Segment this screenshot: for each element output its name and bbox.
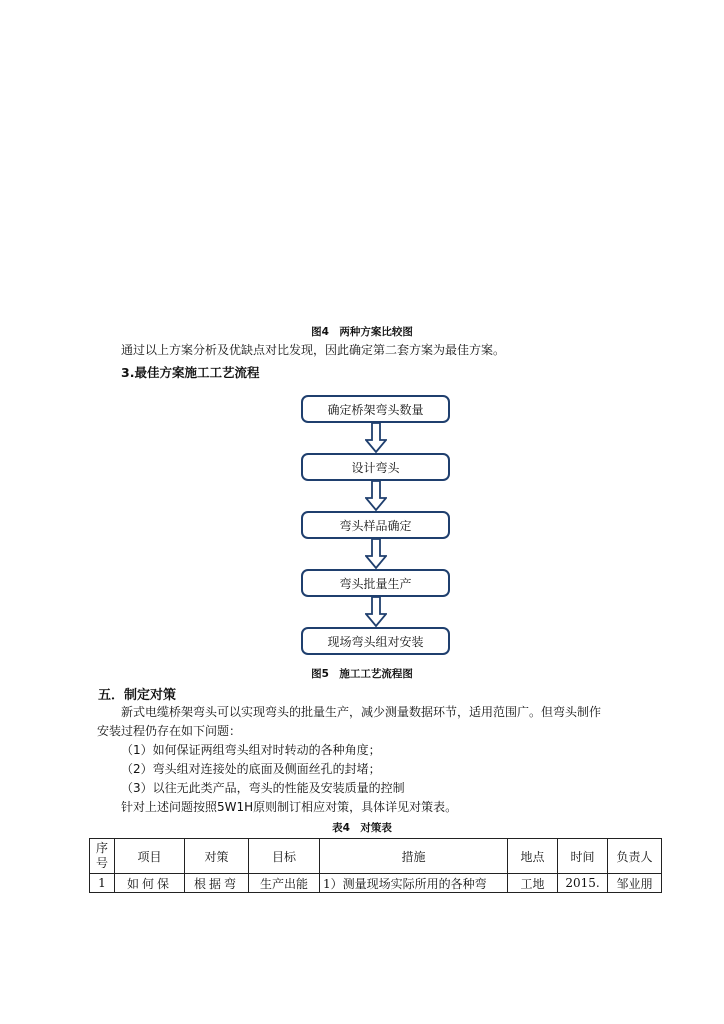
plan-paragraph: 针对上述问题按照5W1H原则制订相应对策，具体详见对策表。 [121, 800, 458, 814]
cell-goal: 生产出能 [249, 874, 320, 893]
cell-owner: 邹业朋 [608, 874, 662, 893]
table-row [90, 874, 662, 893]
issue-item-2: （2）弯头组对连接处的底面及侧面丝孔的封堵； [121, 762, 381, 776]
issue-item-3: （3）以往无此类产品，弯头的性能及安装质量的控制 [121, 781, 405, 795]
header-time: 时间 [558, 839, 608, 874]
flow-step-2: 设计弯头 [301, 453, 450, 481]
flow-arrow-4 [365, 597, 387, 627]
header-goal: 目标 [249, 839, 320, 874]
countermeasure-table [89, 838, 662, 893]
cell-location: 工地 [508, 874, 558, 893]
cell-strategy: 根据弯 [185, 874, 249, 893]
header-seq-line-1: 序 [95, 841, 108, 855]
flow-arrow-1 [365, 423, 387, 453]
table-4-caption: 表4 对策表 [332, 822, 392, 834]
flow-arrow-2 [365, 481, 387, 511]
header-seq [90, 839, 115, 874]
figure-4-caption: 图4 两种方案比较图 [311, 326, 413, 338]
intro-paragraph-line-2: 安装过程仍存在如下问题： [97, 724, 242, 738]
figure-5-caption: 图5 施工工艺流程图 [311, 668, 413, 680]
header-item: 项目 [115, 839, 185, 874]
table-header-row [90, 839, 662, 874]
header-measures: 措施 [320, 839, 508, 874]
flow-step-4: 弯头批量生产 [301, 569, 450, 597]
intro-paragraph-line-1: 新式电缆桥架弯头可以实现弯头的批量生产，减少测量数据环节，适用范围广。但弯头制作 [121, 705, 602, 719]
conclusion-paragraph: 通过以上方案分析及优缺点对比发现，因此确定第二套方案为最佳方案。 [121, 343, 506, 357]
flow-step-5: 现场弯头组对安装 [301, 627, 450, 655]
cell-measures: 1）测量现场实际所用的各种弯 [320, 874, 508, 893]
section-5-heading: 五．制定对策 [98, 688, 177, 703]
header-location: 地点 [508, 839, 558, 874]
header-seq-line-2: 号 [95, 856, 108, 870]
issue-item-1: （1）如何保证两组弯头组对时转动的各种角度； [121, 743, 381, 757]
cell-time: 2015. [558, 874, 608, 893]
flow-arrow-3 [365, 539, 387, 569]
header-strategy: 对策 [185, 839, 249, 874]
cell-seq: 1 [90, 874, 115, 893]
flow-step-1: 确定桥架弯头数量 [301, 395, 450, 423]
header-owner: 负责人 [608, 839, 662, 874]
flow-step-3: 弯头样品确定 [301, 511, 450, 539]
cell-item: 如何保 [115, 874, 185, 893]
section-3-heading: 3.最佳方案施工工艺流程 [121, 365, 260, 380]
